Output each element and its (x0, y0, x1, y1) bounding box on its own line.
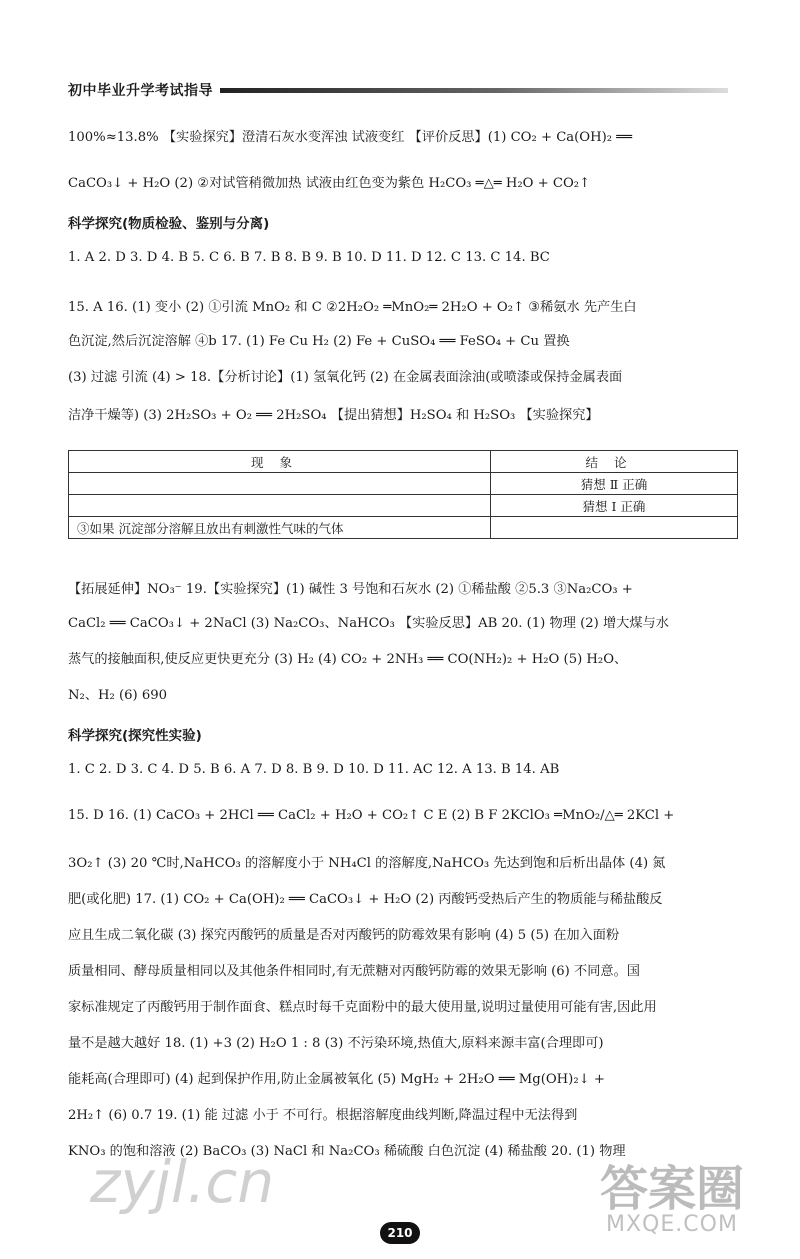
text-line: CaCl₂ ══ CaCO₃↓ + 2NaCl (3) Na₂CO₃、NaHCO₃ 【实验反思】AB 20. (1) 物理 (2) 增大煤与水 (68, 616, 669, 631)
page-header (68, 80, 728, 102)
section-title: 科学探究(物质检验、鉴别与分离) (68, 216, 270, 232)
table-cell (69, 473, 491, 495)
text-line: 3O₂↑ (3) 20 ℃时,NaHCO₃ 的溶解度小于 NH₄Cl 的溶解度,NaHCO₃ 先达到饱和后析出晶体 (4) 氮 (68, 856, 666, 871)
table-header-cell: 结论 (491, 451, 738, 473)
text-line: (3) 过滤 引流 (4) > 18.【分析讨论】(1) 氢氧化钙 (2) 在金属表面涂油(或喷漆或保持金属表面 (68, 370, 623, 385)
text-line: 1. A 2. D 3. D 4. B 5. C 6. B 7. B 8. B 9. B 10. D 11. D 12. C 13. C 14. BC (68, 250, 550, 265)
table-header-cell: 现象 (69, 451, 491, 473)
text-line: 1. C 2. D 3. C 4. D 5. B 6. A 7. D 8. B 9. D 10. D 11. AC 12. A 13. B 14. AB (68, 762, 560, 777)
table-header-row (69, 451, 738, 473)
text-line: 15. A 16. (1) 变小 (2) ①引流 MnO₂ 和 C ②2H₂O₂ ═MnO₂═ 2H₂O + O₂↑ ③稀氨水 先产生白 (68, 300, 637, 315)
text-line: 应且生成二氧化碳 (3) 探究丙酸钙的质量是否对丙酸钙的防霉效果有影响 (4) 5 (5) 在加入面粉 (68, 928, 620, 943)
table-cell (491, 517, 738, 539)
text-line: N₂、H₂ (6) 690 (68, 688, 168, 703)
text-line: 色沉淀,然后沉淀溶解 ④b 17. (1) Fe Cu H₂ (2) Fe + CuSO₄ ══ FeSO₄ + Cu 置换 (68, 334, 570, 349)
table-cell: ③如果 沉淀部分溶解且放出有刺激性气味的气体 (69, 517, 491, 539)
table-row (69, 495, 738, 517)
text-line: 蒸气的接触面积,使反应更快更充分 (3) H₂ (4) CO₂ + 2NH₃ ══ CO(NH₂)₂ + H₂O (5) H₂O、 (68, 652, 628, 667)
header-title: 初中毕业升学考试指导 (68, 83, 213, 99)
table-row (69, 517, 738, 539)
text-line: 【拓展延伸】NO₃⁻ 19.【实验探究】(1) 碱性 3 号饱和石灰水 (2) ①稀盐酸 ②5.3 ③Na₂CO₃ + (68, 582, 633, 597)
text-line: 15. D 16. (1) CaCO₃ + 2HCl ══ CaCl₂ + H₂O + CO₂↑ C E (2) B F 2KClO₃ ═MnO₂/△═ 2KCl + (68, 808, 675, 823)
watermark-url: MXQE.COM (606, 1212, 738, 1237)
text-line: 家标准规定了丙酸钙用于制作面食、糕点时每千克面粉中的最大使用量,说明过量使用可能有害,因此用 (68, 1000, 657, 1015)
section-title: 科学探究(探究性实验) (68, 728, 202, 744)
table-cell: 猜想 Ⅱ 正确 (491, 473, 738, 495)
text-line: 2H₂↑ (6) 0.7 19. (1) 能 过滤 小于 不可行。根据溶解度曲线判断,降温过程中无法得到 (68, 1108, 578, 1123)
page-number: 210 (380, 1222, 420, 1244)
table-cell (69, 495, 491, 517)
text-line: 质量相同、酵母质量相同以及其他条件相同时,有无蔗糖对丙酸钙防霉的效果无影响 (6) 不同意。国 (68, 964, 640, 979)
text-line: 能耗高(合理即可) (4) 起到保护作用,防止金属被氧化 (5) MgH₂ + 2H₂O ══ Mg(OH)₂↓ + (68, 1072, 605, 1087)
text-line: 肥(或化肥) 17. (1) CO₂ + Ca(OH)₂ ══ CaCO₃↓ + H₂O (2) 丙酸钙受热后产生的物质能与稀盐酸反 (68, 892, 663, 907)
watermark-answer-logo: 答案圈 (600, 1161, 745, 1217)
answer-table (68, 450, 738, 539)
table-row (69, 473, 738, 495)
text-line: 量不是越大越好 18. (1) +3 (2) H₂O 1 : 8 (3) 不污染环境,热值大,原料来源丰富(合理即可) (68, 1036, 604, 1051)
watermark-zyjl: zyjl.cn (90, 1148, 275, 1216)
table-cell: 猜想 Ⅰ 正确 (491, 495, 738, 517)
text-line: 100%≈13.8% 【实验探究】澄清石灰水变浑浊 试液变红 【评价反思】(1) CO₂ + Ca(OH)₂ ══ (68, 130, 633, 145)
text-line: KNO₃ 的饱和溶液 (2) BaCO₃ (3) NaCl 和 Na₂CO₃ 稀硫酸 白色沉淀 (4) 稀盐酸 20. (1) 物理 (68, 1144, 626, 1159)
text-line: CaCO₃↓ + H₂O (2) ②对试管稍微加热 试液由红色变为紫色 H₂CO₃ ═△═ H₂O + CO₂↑ (68, 176, 591, 191)
text-line: 洁净干燥等) (3) 2H₂SO₃ + O₂ ══ 2H₂SO₄ 【提出猜想】H₂SO₄ 和 H₂SO₃ 【实验探究】 (68, 408, 599, 423)
header-rule (220, 88, 728, 93)
